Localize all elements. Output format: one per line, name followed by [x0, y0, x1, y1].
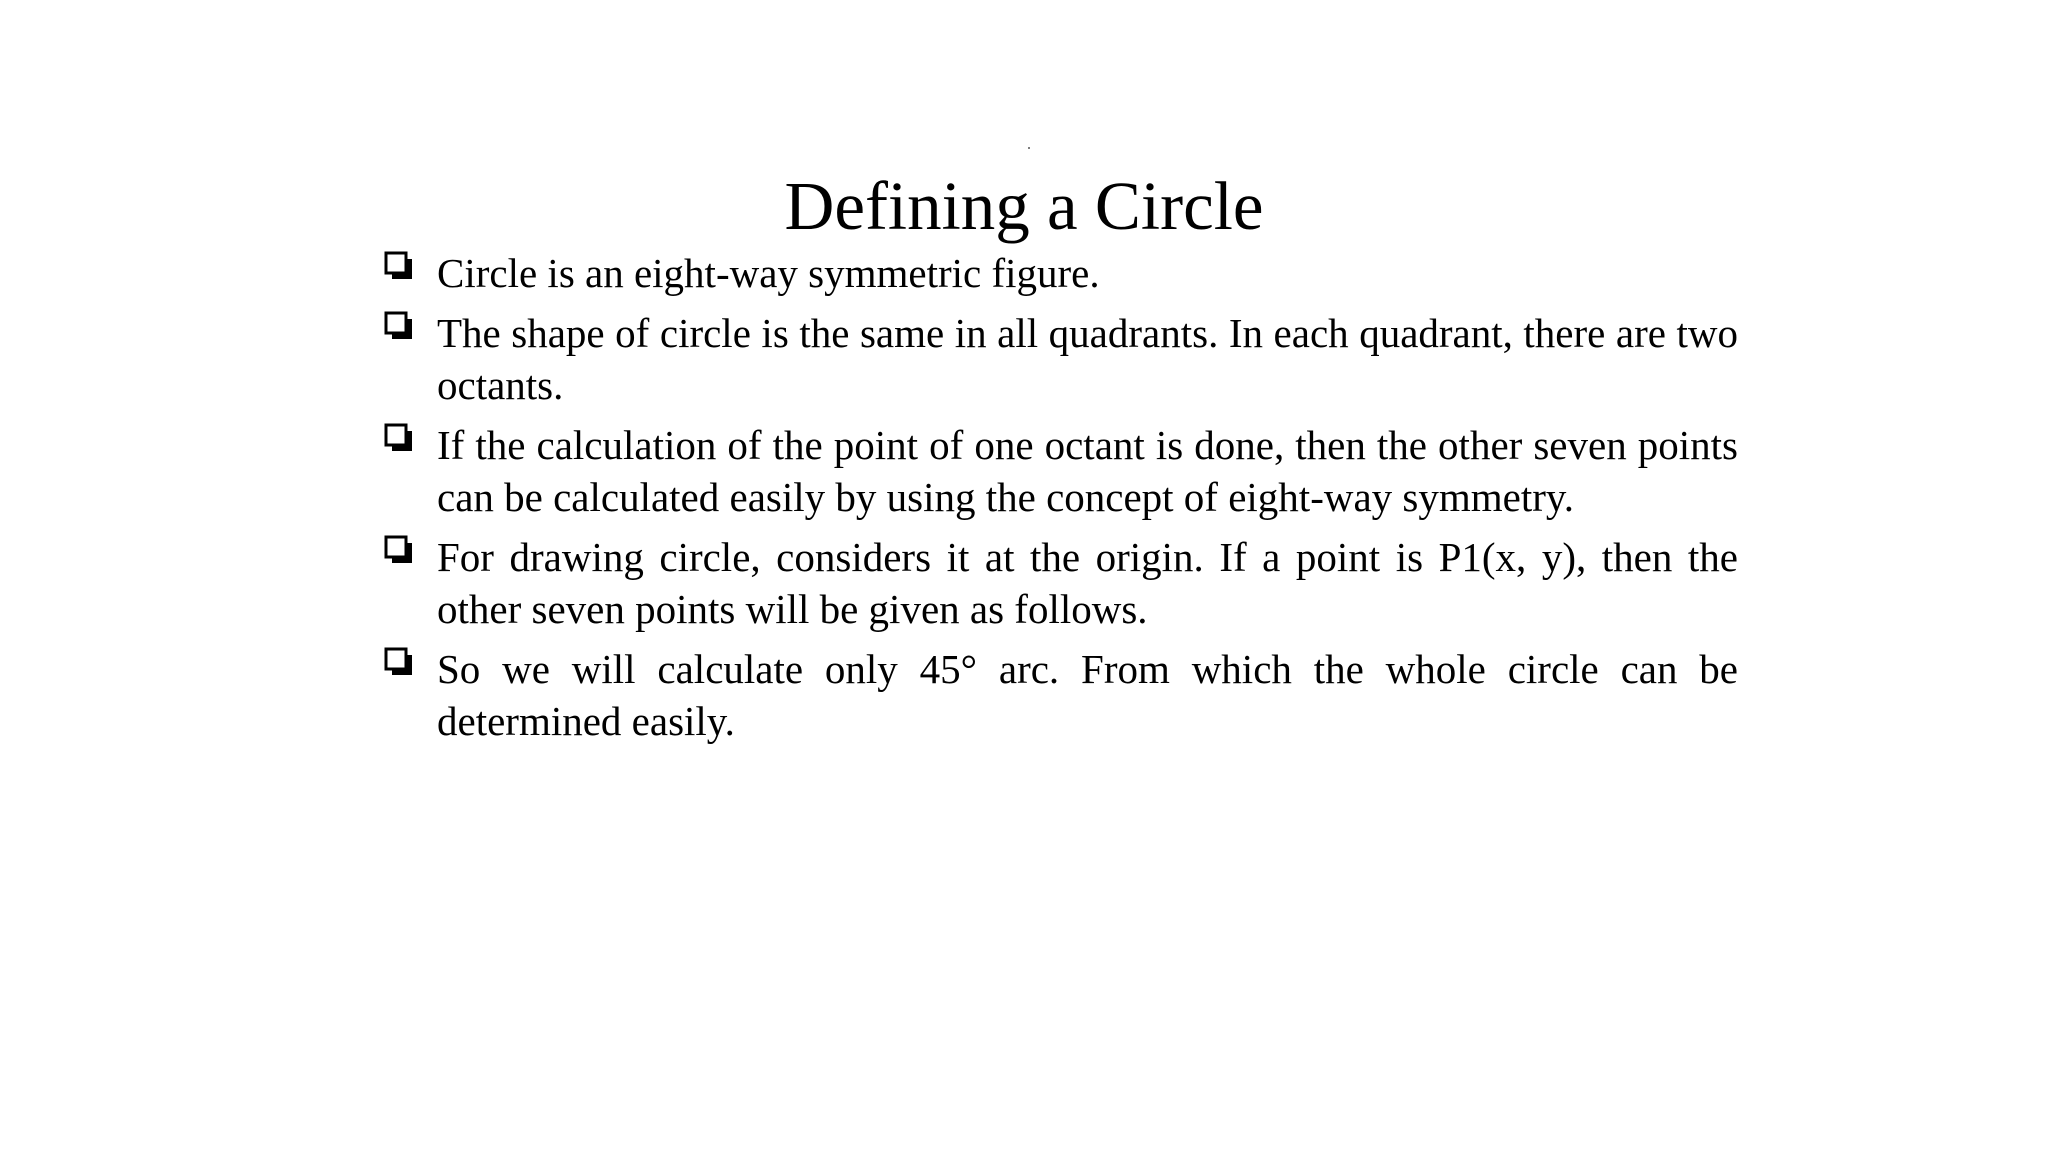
checkbox-square-icon	[384, 423, 414, 453]
slide-title: Defining a Circle	[784, 168, 1264, 244]
checkbox-square-icon	[384, 251, 414, 281]
dot-mark	[1028, 147, 1030, 149]
checkbox-square-icon	[384, 311, 414, 341]
list-item	[380, 307, 1738, 411]
list-item	[380, 531, 1738, 635]
bullet-list	[380, 247, 1738, 755]
bullet-text: For drawing circle, considers it at the origin. If a point is P1(x, y), then the other seven points will be given as follows.	[437, 534, 1738, 632]
bullet-text: So we will calculate only 45° arc. From which the whole circle can be determined easily.	[437, 646, 1738, 744]
checkbox-square-icon	[384, 535, 414, 565]
checkbox-square-icon	[384, 647, 414, 677]
list-item	[380, 247, 1738, 299]
list-item	[380, 643, 1738, 747]
bullet-text: Circle is an eight-way symmetric figure.	[437, 250, 1100, 296]
bullet-text: The shape of circle is the same in all quadrants. In each quadrant, there are two octants.	[437, 310, 1738, 408]
bullet-text: If the calculation of the point of one octant is done, then the other seven points can be calculated easily by using the concept of eight-way symmetry.	[437, 422, 1738, 520]
list-item	[380, 419, 1738, 523]
